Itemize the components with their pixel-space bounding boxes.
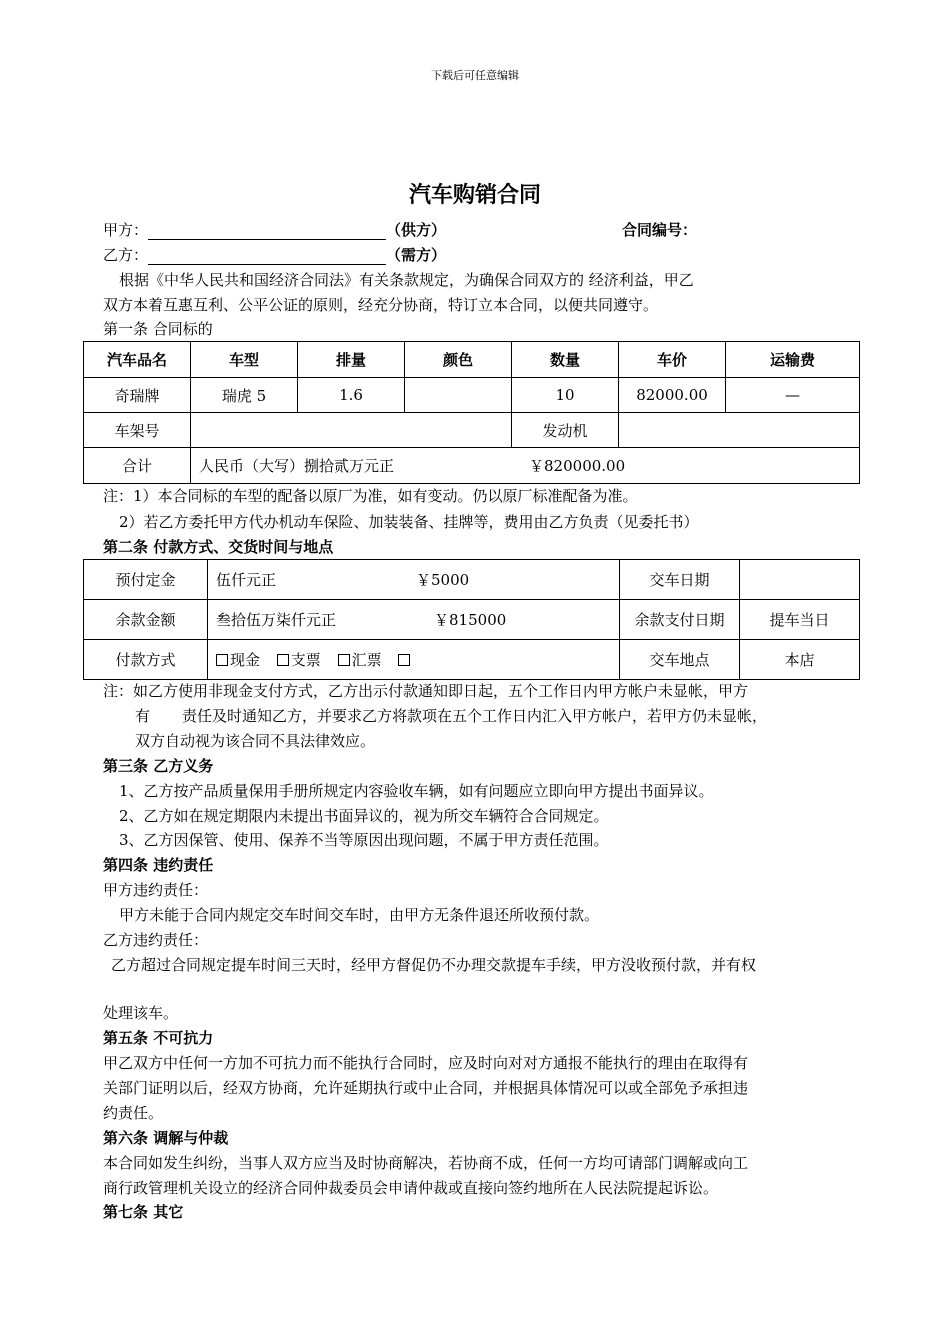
article-2-title: 第二条 付款方式、交货时间与地点: [103, 538, 334, 556]
article-2-note-2a: 有: [135, 707, 151, 725]
party-a-role: （供方）: [386, 221, 447, 239]
party-a-label: 甲方：: [103, 221, 149, 239]
shipping-cell: —: [726, 378, 860, 413]
article-6-title: 第六条 调解与仲裁: [103, 1129, 229, 1147]
option-draft-label: 汇票: [351, 651, 382, 669]
party-a-liability-label: 甲方违约责任：: [103, 881, 209, 899]
header-note: 下载后可任意编辑: [431, 69, 519, 82]
balance-label: 余款金额: [84, 600, 208, 640]
balance-value: [208, 600, 620, 640]
delivery-date-label: 交车日期: [620, 560, 740, 600]
article-3-item-1: 1、乙方按产品质量保用手册所规定内容验收车辆，如有问题应立即向甲方提出书面异议。: [119, 782, 714, 800]
option-other[interactable]: [398, 651, 412, 669]
displacement-cell: 1.6: [298, 378, 405, 413]
payment-label: 付款方式: [84, 640, 208, 680]
article-7-title: 第七条 其它: [103, 1203, 184, 1221]
article-5-line-3: 约责任。: [103, 1104, 164, 1122]
delivery-date-value[interactable]: [740, 560, 860, 600]
brand-cell: 奇瑞牌: [84, 378, 191, 413]
party-a-field[interactable]: [148, 223, 386, 240]
frame-value[interactable]: [191, 413, 512, 448]
payment-table: [83, 559, 860, 680]
delivery-place-value: 本店: [740, 640, 860, 680]
party-b-line: [103, 245, 446, 265]
option-draft[interactable]: [338, 651, 382, 669]
engine-value[interactable]: [619, 413, 860, 448]
option-cash[interactable]: [216, 651, 260, 669]
article-3-title: 第三条 乙方义务: [103, 757, 214, 775]
article-2-note-1: 注：如乙方使用非现金支付方式，乙方出示付款通知即日起，五个工作日内甲方帐户未显帐，甲方: [103, 682, 749, 700]
article-3-item-3: 3、乙方因保管、使用、保养不当等原因出现问题，不属于甲方责任范围。: [119, 831, 609, 849]
article-1-title: 第一条 合同标的: [103, 320, 213, 338]
quantity-cell: 10: [512, 378, 619, 413]
party-b-liability-text-2: 处理该车。: [103, 1004, 179, 1022]
header-cell: 车价: [619, 342, 726, 378]
header-cell: 汽车品名: [84, 342, 191, 378]
total-value: [191, 448, 860, 484]
article-5-title: 第五条 不可抗力: [103, 1029, 214, 1047]
option-check-label: 支票: [290, 651, 321, 669]
party-b-liability-text: 乙方超过合同规定提车时间三天时，经甲方督促仍不办理交款提车手续，甲方没收预付款，并有权: [111, 956, 757, 974]
frame-label: 车架号: [84, 413, 191, 448]
checkbox-icon[interactable]: [398, 654, 410, 666]
intro-line-2: 双方本着互惠互利、公平公证的原则，经充分协商，特订立本合同，以便共同遵守。: [103, 296, 659, 314]
deposit-value: [208, 560, 620, 600]
option-check[interactable]: [277, 651, 321, 669]
article-4-title: 第四条 违约责任: [103, 856, 214, 874]
header-cell: 颜色: [405, 342, 512, 378]
header-cell: 车型: [191, 342, 298, 378]
article-6-line-2: 商行政管理机关设立的经济合同仲裁委员会申请仲裁或直接向签约地所在人民法院提起诉讼。: [103, 1179, 719, 1197]
option-cash-label: 现金: [230, 651, 261, 669]
party-b-role: （需方）: [386, 246, 447, 264]
contract-no-label: 合同编号：: [622, 221, 698, 239]
goods-table: [83, 341, 860, 484]
deposit-label: 预付定金: [84, 560, 208, 600]
frame-engine-row: [84, 413, 860, 448]
payment-method-row: [84, 640, 860, 680]
article-2-note-3: 双方自动视为该合同不具法律效应。: [135, 732, 376, 750]
article-5-line-1: 甲乙双方中任何一方加不可抗力而不能执行合同时，应及时向对对方通报不能执行的理由在取得有: [103, 1054, 749, 1072]
balance-date-value: 提车当日: [740, 600, 860, 640]
color-cell: [405, 378, 512, 413]
article-5-line-2: 关部门证明以后，经双方协商，允许延期执行或中止合同，并根据具体情况可以或全部免予承担违: [103, 1079, 749, 1097]
balance-date-label: 余款支付日期: [620, 600, 740, 640]
checkbox-icon[interactable]: [277, 654, 289, 666]
intro-line-1: 根据《中华人民共和国经济合同法》有关条款规定，为确保合同双方的 经济利益，甲乙: [119, 271, 694, 289]
checkbox-icon[interactable]: [216, 654, 228, 666]
deposit-words: 伍仟元正: [216, 571, 277, 589]
balance-amount: ￥815000: [434, 611, 507, 629]
article-6-line-1: 本合同如发生纠纷，当事人双方应当及时协商解决，若协商不成，任何一方均可请部门调解或向工: [103, 1154, 749, 1172]
checkbox-icon[interactable]: [338, 654, 350, 666]
engine-label: 发动机: [512, 413, 619, 448]
price-cell: 82000.00: [619, 378, 726, 413]
total-amount: ￥820000.00: [529, 457, 626, 475]
balance-row: [84, 600, 860, 640]
model-cell: 瑞虎 5: [191, 378, 298, 413]
goods-table-row: [84, 378, 860, 413]
delivery-place-label: 交车地点: [620, 640, 740, 680]
deposit-row: [84, 560, 860, 600]
party-b-field[interactable]: [148, 248, 386, 265]
party-a-liability-text: 甲方未能于合同内规定交车时间交车时，由甲方无条件退还所收预付款。: [119, 906, 600, 924]
total-label: 合计: [84, 448, 191, 484]
article-1-note-2: 2）若乙方委托甲方代办机动车保险、加装装备、挂牌等，费用由乙方负责（见委托书）: [119, 513, 699, 531]
deposit-amount: ￥5000: [416, 571, 470, 589]
balance-words: 叁拾伍万柒仟元正: [216, 611, 337, 629]
article-1-note-1: 注：1）本合同标的车型的配备以原厂为准，如有变动。仍以原厂标准配备为准。: [103, 487, 638, 505]
header-cell: 运输费: [726, 342, 860, 378]
article-3-item-2: 2、乙方如在规定期限内未提出书面异议的，视为所交车辆符合合同规定。: [119, 807, 609, 825]
total-words: 人民币（大写）捌拾贰万元正: [199, 457, 395, 475]
header-cell: 数量: [512, 342, 619, 378]
party-a-line: [103, 220, 446, 240]
party-b-liability-label: 乙方违约责任：: [103, 931, 209, 949]
party-b-label: 乙方：: [103, 246, 149, 264]
header-cell: 排量: [298, 342, 405, 378]
contract-title: 汽车购销合同: [408, 182, 541, 208]
article-2-note-2b: 责任及时通知乙方，并要求乙方将款项在五个工作日内汇入甲方帐户，若甲方仍未显帐，: [182, 707, 768, 725]
goods-table-header: [84, 342, 860, 378]
payment-options: [208, 640, 620, 680]
total-row: [84, 448, 860, 484]
